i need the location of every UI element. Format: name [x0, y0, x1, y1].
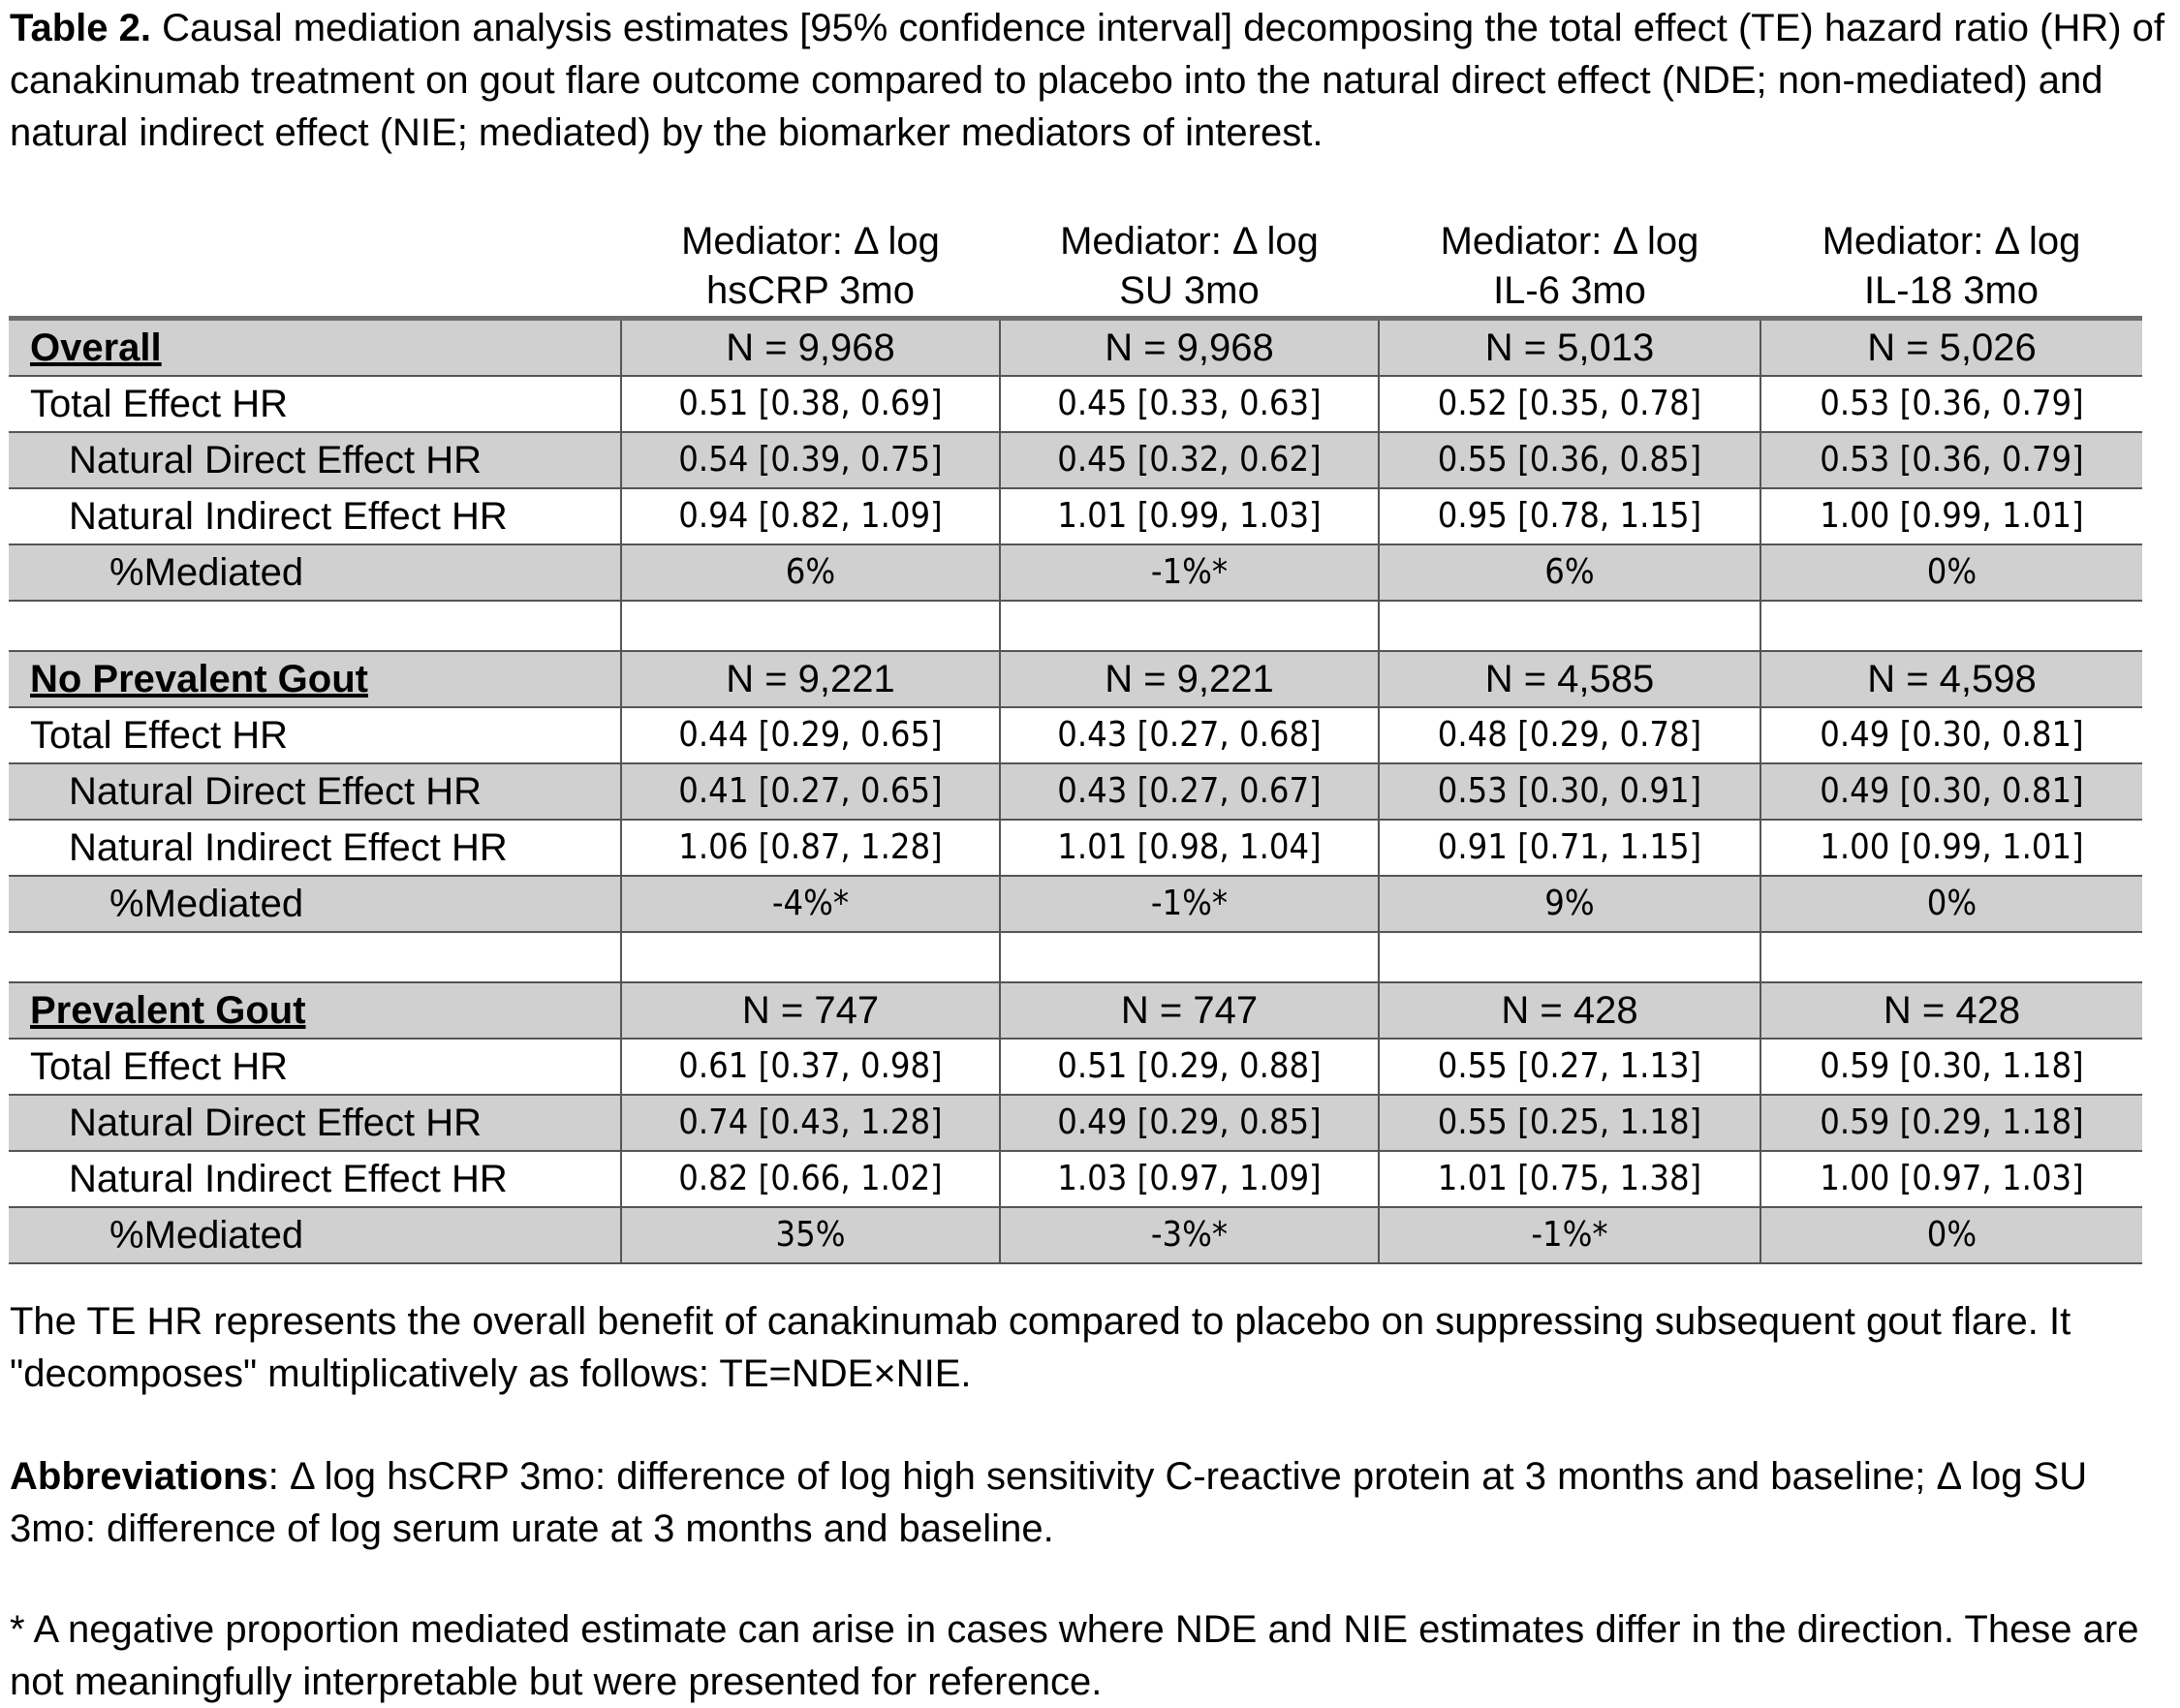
value-cell: 6%	[1379, 544, 1760, 601]
row-label: %Mediated	[9, 876, 621, 932]
value-cell: 1.06 [0.87, 1.28]	[621, 820, 1000, 876]
table-row	[9, 432, 2142, 488]
table-row	[9, 544, 2142, 601]
caption-text: Causal mediation analysis estimates [95% confidence interval] decomposing the total effect (TE) hazard ratio (HR) of canakinumab treatment on gout flare outcome compared to placebo into the natural direct effect (NDE; non-mediated) and natural indirect effect (NIE; mediated) by the biomarker mediators of interest.	[10, 7, 2165, 154]
value-cell: 0.44 [0.29, 0.65]	[621, 707, 1000, 763]
value-cell: -1%*	[1000, 544, 1379, 601]
n-cell: N = 9,221	[621, 651, 1000, 707]
te-note: The TE HR represents the overall benefit of canakinumab compared to placebo on suppressing subsequent gout flare. It "decomposes" multiplicatively as follows: TE=NDE×NIE.	[10, 1300, 2071, 1395]
value-cell: -1%*	[1000, 876, 1379, 932]
header-row	[9, 202, 2142, 319]
value-cell: 0.49 [0.29, 0.85]	[1000, 1095, 1379, 1151]
row-label: Total Effect HR	[9, 707, 621, 763]
value-cell: 9%	[1379, 876, 1760, 932]
table-caption	[10, 2, 2175, 159]
column-header: Mediator: Δ log IL-6 3mo	[1379, 202, 1760, 319]
section-row	[9, 319, 2142, 377]
n-cell: N = 9,968	[621, 319, 1000, 377]
abbreviations-text: : Δ log hsCRP 3mo: difference of log high sensitivity C-reactive protein at 3 months and baseline; Δ log SU 3mo: difference of log serum urate at 3 months and baseline.	[10, 1455, 2088, 1550]
value-cell: 1.01 [0.99, 1.03]	[1000, 488, 1379, 544]
value-cell: 0.91 [0.71, 1.15]	[1379, 820, 1760, 876]
table-row	[9, 488, 2142, 544]
mediation-table	[9, 202, 2142, 1264]
value-cell: 1.03 [0.97, 1.09]	[1000, 1151, 1379, 1207]
header-blank	[9, 202, 621, 319]
section-title: Prevalent Gout	[9, 982, 621, 1039]
value-cell: -4%*	[621, 876, 1000, 932]
n-cell: N = 4,585	[1379, 651, 1760, 707]
value-cell: 0.53 [0.36, 0.79]	[1760, 376, 2142, 432]
table-row	[9, 1207, 2142, 1263]
value-cell: 1.00 [0.97, 1.03]	[1760, 1151, 2142, 1207]
table-row	[9, 1151, 2142, 1207]
value-cell: 0.82 [0.66, 1.02]	[621, 1151, 1000, 1207]
row-label: Natural Indirect Effect HR	[9, 1151, 621, 1207]
n-cell: N = 747	[621, 982, 1000, 1039]
table-row	[9, 876, 2142, 932]
n-cell: N = 747	[1000, 982, 1379, 1039]
value-cell: 0.49 [0.30, 0.81]	[1760, 707, 2142, 763]
value-cell: 0.49 [0.30, 0.81]	[1760, 763, 2142, 820]
row-label: Total Effect HR	[9, 1039, 621, 1095]
n-cell: N = 9,221	[1000, 651, 1379, 707]
value-cell: 0%	[1760, 544, 2142, 601]
value-cell: 0.41 [0.27, 0.65]	[621, 763, 1000, 820]
n-cell: N = 428	[1379, 982, 1760, 1039]
section-row	[9, 982, 2142, 1039]
value-cell: 0.51 [0.38, 0.69]	[621, 376, 1000, 432]
value-cell: 0.59 [0.30, 1.18]	[1760, 1039, 2142, 1095]
value-cell: 0.53 [0.30, 0.91]	[1379, 763, 1760, 820]
value-cell: 1.00 [0.99, 1.01]	[1760, 488, 2142, 544]
table-row	[9, 1039, 2142, 1095]
row-label: %Mediated	[9, 544, 621, 601]
value-cell: 0.48 [0.29, 0.78]	[1379, 707, 1760, 763]
table-row	[9, 376, 2142, 432]
abbreviations-note	[10, 1450, 2175, 1555]
n-cell: N = 9,968	[1000, 319, 1379, 377]
row-label: %Mediated	[9, 1207, 621, 1263]
value-cell: 0.52 [0.35, 0.78]	[1379, 376, 1760, 432]
table-row	[9, 820, 2142, 876]
row-label: Natural Direct Effect HR	[9, 432, 621, 488]
section-title: Overall	[9, 319, 621, 377]
value-cell: 0.55 [0.25, 1.18]	[1379, 1095, 1760, 1151]
value-cell: -1%*	[1379, 1207, 1760, 1263]
spacer-row	[9, 932, 2142, 982]
n-cell: N = 4,598	[1760, 651, 2142, 707]
section-row	[9, 651, 2142, 707]
value-cell: 0%	[1760, 876, 2142, 932]
row-label: Natural Direct Effect HR	[9, 763, 621, 820]
footnote: * A negative proportion mediated estimate can arise in cases where NDE and NIE estimates differ in the direction. These are not meaningfully interpretable but were presented for reference.	[10, 1608, 2139, 1703]
value-cell: 35%	[621, 1207, 1000, 1263]
column-header: Mediator: Δ log hsCRP 3mo	[621, 202, 1000, 319]
value-cell: 0%	[1760, 1207, 2142, 1263]
row-label: Total Effect HR	[9, 376, 621, 432]
value-cell: 0.55 [0.36, 0.85]	[1379, 432, 1760, 488]
n-cell: N = 428	[1760, 982, 2142, 1039]
value-cell: 6%	[621, 544, 1000, 601]
value-cell: 0.55 [0.27, 1.13]	[1379, 1039, 1760, 1095]
n-cell: N = 5,013	[1379, 319, 1760, 377]
value-cell: 0.53 [0.36, 0.79]	[1760, 432, 2142, 488]
table-row	[9, 1095, 2142, 1151]
column-header: Mediator: Δ log IL-18 3mo	[1760, 202, 2142, 319]
column-header: Mediator: Δ log SU 3mo	[1000, 202, 1379, 319]
value-cell: 0.43 [0.27, 0.68]	[1000, 707, 1379, 763]
row-label: Natural Indirect Effect HR	[9, 488, 621, 544]
n-cell: N = 5,026	[1760, 319, 2142, 377]
row-label: Natural Direct Effect HR	[9, 1095, 621, 1151]
value-cell: 0.59 [0.29, 1.18]	[1760, 1095, 2142, 1151]
value-cell: 0.94 [0.82, 1.09]	[621, 488, 1000, 544]
value-cell: 0.45 [0.33, 0.63]	[1000, 376, 1379, 432]
row-label: Natural Indirect Effect HR	[9, 820, 621, 876]
table-row	[9, 707, 2142, 763]
value-cell: 1.01 [0.98, 1.04]	[1000, 820, 1379, 876]
value-cell: 1.01 [0.75, 1.38]	[1379, 1151, 1760, 1207]
value-cell: 0.54 [0.39, 0.75]	[621, 432, 1000, 488]
caption-label: Table 2.	[10, 7, 151, 49]
value-cell: 1.00 [0.99, 1.01]	[1760, 820, 2142, 876]
value-cell: -3%*	[1000, 1207, 1379, 1263]
value-cell: 0.95 [0.78, 1.15]	[1379, 488, 1760, 544]
value-cell: 0.74 [0.43, 1.28]	[621, 1095, 1000, 1151]
value-cell: 0.61 [0.37, 0.98]	[621, 1039, 1000, 1095]
value-cell: 0.45 [0.32, 0.62]	[1000, 432, 1379, 488]
abbreviations-label: Abbreviations	[10, 1455, 268, 1498]
table-row	[9, 763, 2142, 820]
value-cell: 0.51 [0.29, 0.88]	[1000, 1039, 1379, 1095]
value-cell: 0.43 [0.27, 0.67]	[1000, 763, 1379, 820]
spacer-row	[9, 601, 2142, 651]
section-title: No Prevalent Gout	[9, 651, 621, 707]
